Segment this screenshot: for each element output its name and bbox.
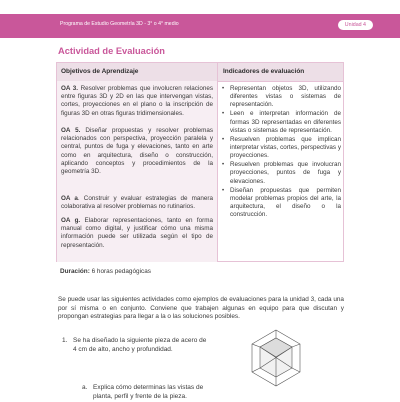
objective-text: . Construir y evaluar estrategias de manera colaborativa al resolver problemas no rutinarios. (61, 195, 214, 211)
table-header (57, 63, 343, 82)
header-bar (0, 14, 400, 38)
objective-code: OA g. (61, 217, 81, 224)
objective-text: Diseñar propuestas y resolver problemas relacionados con perspectiva, proyección paralela y central, puntos de fuga y elevaciones, tanto en arte como en arquitectura, diseño o construcción, aplicando conceptos y procedimientos de la geometría 3D. (61, 127, 213, 176)
objective-oa-g (61, 217, 213, 250)
bullet-icon: • (222, 187, 225, 194)
section-title: Actividad de Evaluación (58, 46, 165, 56)
bullet-icon: • (222, 162, 225, 169)
edge-line (292, 344, 300, 347)
subquestion-text: Explica cómo determinas las vistas de planta, perfil y frente de la pieza. (93, 384, 204, 400)
duration-label: Duración: (60, 268, 90, 275)
question-text: Se ha diseñado la siguiente pieza de acero de 4 cm de alto, ancho y profundidad. (73, 337, 207, 353)
list-item: • Resuelven problemas que involucran proyecciones, puntos de fuga y elevaciones. (222, 161, 341, 185)
unit-badge: Unidad 4 (338, 20, 373, 30)
program-title: Programa de Estudio Geometría 3D - 3° o 4° medio (60, 21, 179, 27)
subquestion-letter: a. (82, 384, 88, 391)
col-head-objectives: Objetivos de Aprendizaje (61, 68, 139, 75)
steel-piece-figure (226, 320, 326, 400)
list-item: • Representan objetos 3D, utilizando diferentes vistas o sistemas de representación. (222, 85, 341, 109)
edge-line (252, 344, 260, 347)
objective-code: OA a (61, 195, 78, 202)
objectives-table (56, 62, 344, 262)
objective-code: OA 3. (61, 85, 79, 92)
duration-value: 6 horas pedagógicas (89, 268, 151, 275)
bullet-icon: • (222, 86, 225, 92)
list-item: • Leen e interpretan información de formas 3D representadas en diferentes vistas o sistemas de representación. (222, 110, 341, 134)
objective-oa3 (61, 85, 213, 118)
column-divider (217, 63, 218, 262)
bullet-icon: • (222, 136, 225, 143)
col-head-indicators: Indicadores de evaluación (223, 68, 305, 75)
objective-text: Elaborar representaciones, tanto en forma manual como digital, y justificar cómo una misma información puede ser utilizada según el tipo de representación. (61, 217, 213, 249)
question-number: 1. (62, 337, 68, 344)
edge-line (292, 368, 300, 372)
objective-text: Resolver problemas que involucren relaciones entre figuras 3D y 2D en las que intervengan vistas, cortes, proyecciones en el plano o la inscripción de figuras 3D en otras figuras tridimensionales. (61, 85, 213, 117)
objective-oa5 (61, 127, 213, 176)
list-item: • Diseñan propuestas que permiten modelar problemas propios del arte, la arquitectura, el diseño o la construcción. (222, 186, 341, 219)
objective-code: OA 5. (61, 127, 81, 134)
edge-line (252, 368, 260, 372)
indicators-list (221, 85, 341, 220)
duration-line (60, 268, 151, 275)
objective-oa-a (61, 195, 213, 211)
list-item: • Resuelven problemas que implican interpretar vistas, cortes, perspectivas y proyecciones. (222, 135, 341, 160)
intro-paragraph: Se puede usar las siguientes actividades como ejemplos de evaluaciones para la unidad 3, cada una por sí misma o en conjunto. Conviene que trabajen algunas en equipo para que discutan y propongan estrategias para llegar a la o las soluciones posibles. (58, 296, 344, 321)
bullet-icon: • (222, 111, 225, 118)
